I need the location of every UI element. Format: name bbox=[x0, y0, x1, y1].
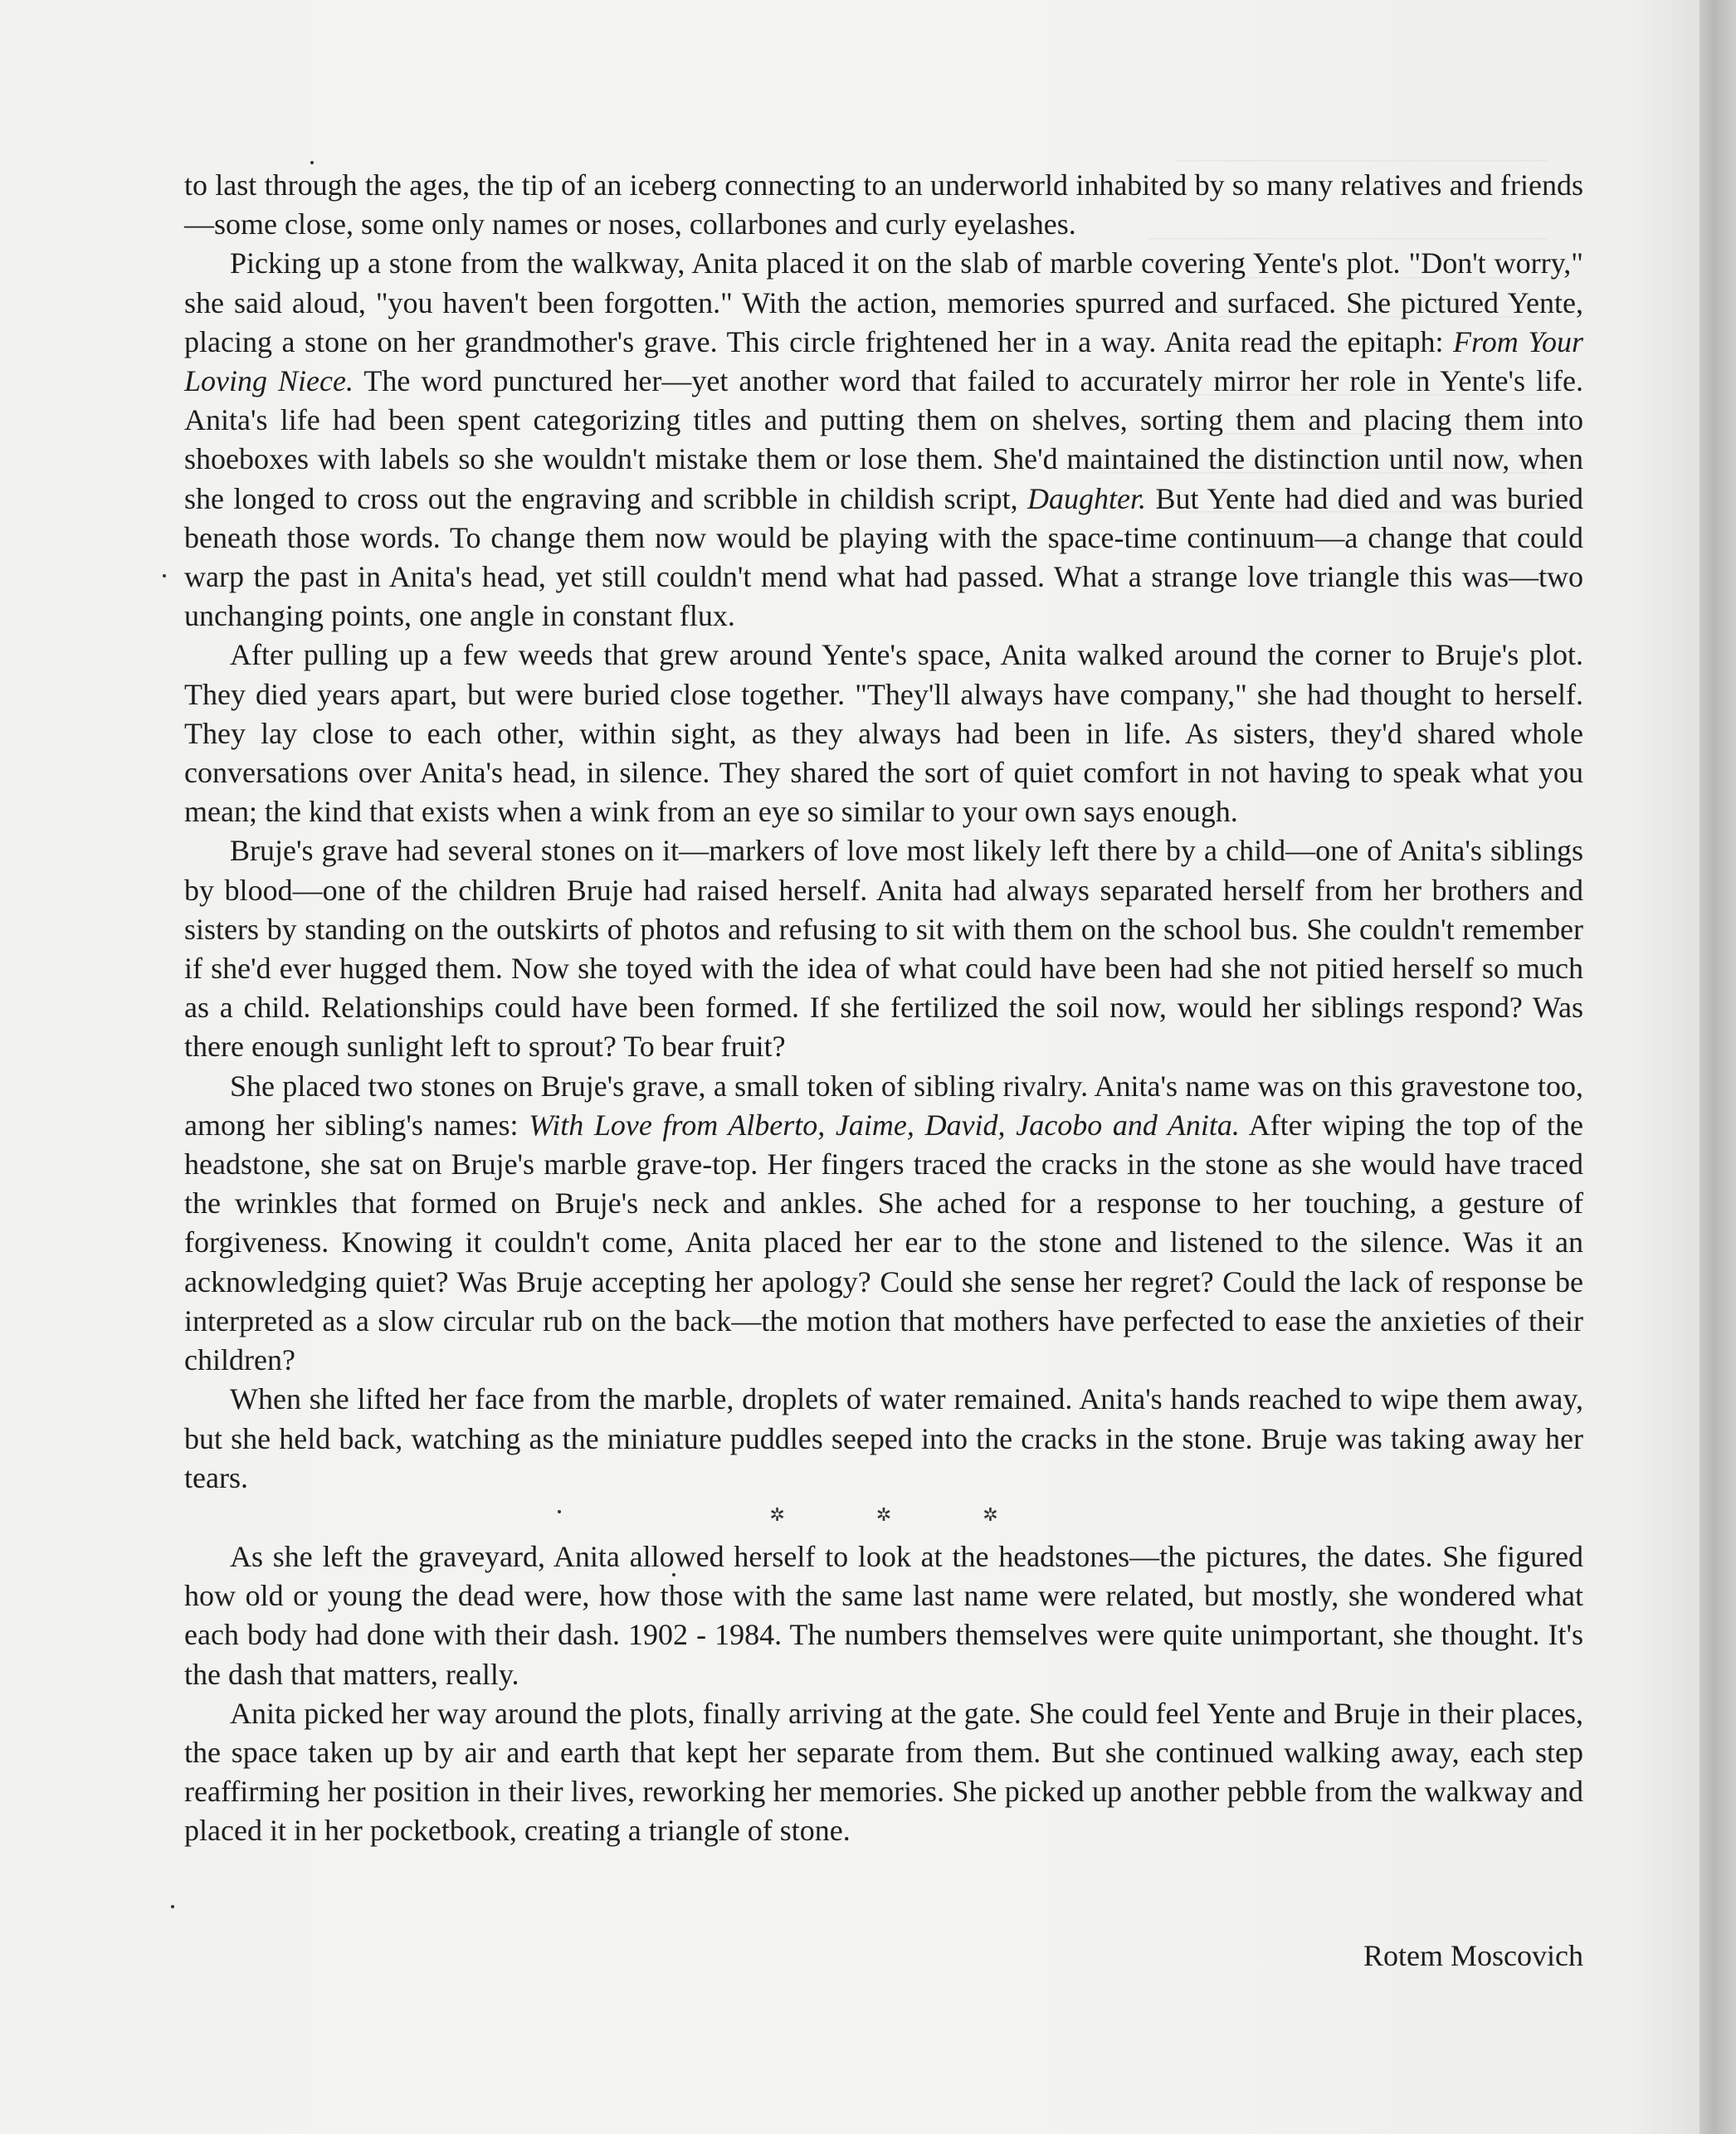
daughter-italic: Daughter. bbox=[1027, 481, 1147, 515]
gravestone-inscription-italic: With Love from Alberto, Jaime, David, Jacobo and Anita. bbox=[529, 1108, 1240, 1142]
paragraph: to last through the ages, the tip of an iceberg connecting to an underworld inhabited by so many relatives and friends—some close, some only names or noses, collarbones and curly eyelashes. bbox=[184, 168, 1583, 241]
text-run: The word punctured her—yet another word that failed to accurately mirror her role in Yente's life. Anita's life had been spent categorizing titles and putting them on shelves, sorting them and placing them into shoeboxes with labels so she wouldn't mistake them or lose them. She'd maintained the distinction until now, when she longed to cross out the engraving and scribble in childish script, bbox=[184, 364, 1584, 515]
breaker-ornament: ✲ bbox=[769, 1503, 785, 1525]
epitaph-italic: From Your Loving Niece. bbox=[184, 324, 1583, 398]
text-run: But Yente had died and was buried beneath those words. To change them now would be playing with the space-time continuum—a change that could warp the past in Anita's head, yet still couldn't mend what had passed. What a strange love triangle this was—two unchanging points, one angle in constant flux. bbox=[184, 481, 1583, 633]
text-run: Picking up a stone from the walkway, Anita placed it on the slab of marble covering Yente's plot. "Don't worry," she said aloud, "you haven't been forgotten." With the action, memories spurred and surfaced. She pictured Yente, placing a stone on her grandmother's grave. This circle frightened her in a way. Anita read the epitaph: bbox=[184, 246, 1583, 358]
paragraph: As she left the graveyard, Anita allowed herself to look at the headstones—the pictures, the dates. She figured how old or young the dead were, how those with the same last name were related, but mostly, she wondered what each body had done with their dash. 1902 - 1984. The numbers themselves were quite unimportant, she thought. It's the dash that matters, really. bbox=[184, 1539, 1583, 1691]
text-run: After wiping the top of the headstone, she sat on Bruje's marble grave-top. Her fingers traced the cracks in the stone as she would have traced the wrinkles that formed on Bruje's neck and ankles. She ached for a response to her touching, a gesture of forgiveness. Knowing it couldn't come, Anita placed her ear to the stone and listened to the silence. Was it an acknowledging quiet? Was Bruje accepting her apology? Could she sense her regret? Could the lack of response be interpreted as a slow circular rub on the back—the motion that mothers have perfected to ease the anxieties of their children? bbox=[184, 1108, 1583, 1377]
paragraph: Bruje's grave had several stones on it—markers of love most likely left there by a child—one of Anita's siblings by blood—one of the children Bruje had raised herself. Anita had always separated herself from her brothers and sisters by standing on the outskirts of photos and refusing to sit with them on the school bus. She couldn't remember if she'd ever hugged them. Now she toyed with the idea of what could have been had she not pitied herself so much as a child. Relationships could have been formed. If she fertilized the soil now, would her siblings respond? Was there enough sunlight left to sprout? To bear fruit? bbox=[184, 834, 1583, 1064]
section-breaker bbox=[184, 1503, 1583, 1527]
breaker-ornament: ✲ bbox=[983, 1503, 998, 1525]
paragraph: Anita picked her way around the plots, finally arriving at the gate. She could feel Yente and Bruje in their places, the space taken up by air and earth that kept her separate from them. But she continued walking away, each step reaffirming her position in their lives, reworking her memories. She picked up another pebble from the walkway and placed it in her pocketbook, creating a triangle of stone. bbox=[184, 1696, 1583, 1848]
paper-speck bbox=[171, 1905, 174, 1908]
page-edge bbox=[1699, 0, 1736, 2134]
paragraph: After pulling up a few weeds that grew around Yente's space, Anita walked around the corner to Bruje's plot. They died years apart, but were buried close together. "They'll always have company," she had thought to herself. They lay close to each other, within sight, as they always had been in life. As sisters, they'd shared whole conversations over Anita's head, in silence. They shared the sort of quiet comfort in not having to speak what you mean; the kind that exists when a wink from an eye so similar to your own says enough. bbox=[184, 638, 1583, 829]
paragraph bbox=[184, 244, 1583, 636]
breaker-ornament: ✲ bbox=[875, 1503, 892, 1525]
text-run: She placed two stones on Bruje's grave, a small token of sibling rivalry. Anita's name was on this gravestone too, among her sibling's names: bbox=[184, 1069, 1583, 1142]
story-text bbox=[184, 166, 1583, 1851]
author-byline: Rotem Moscovich bbox=[1363, 1939, 1583, 1972]
paragraph bbox=[184, 1067, 1583, 1381]
paper-speck bbox=[163, 574, 166, 577]
paragraph: When she lifted her face from the marble, droplets of water remained. Anita's hands reached to wipe them away, but she held back, watching as the miniature puddles seeped into the cracks in the stone. Bruje was taking away her tears. bbox=[184, 1382, 1583, 1494]
paper-speck bbox=[310, 161, 314, 164]
